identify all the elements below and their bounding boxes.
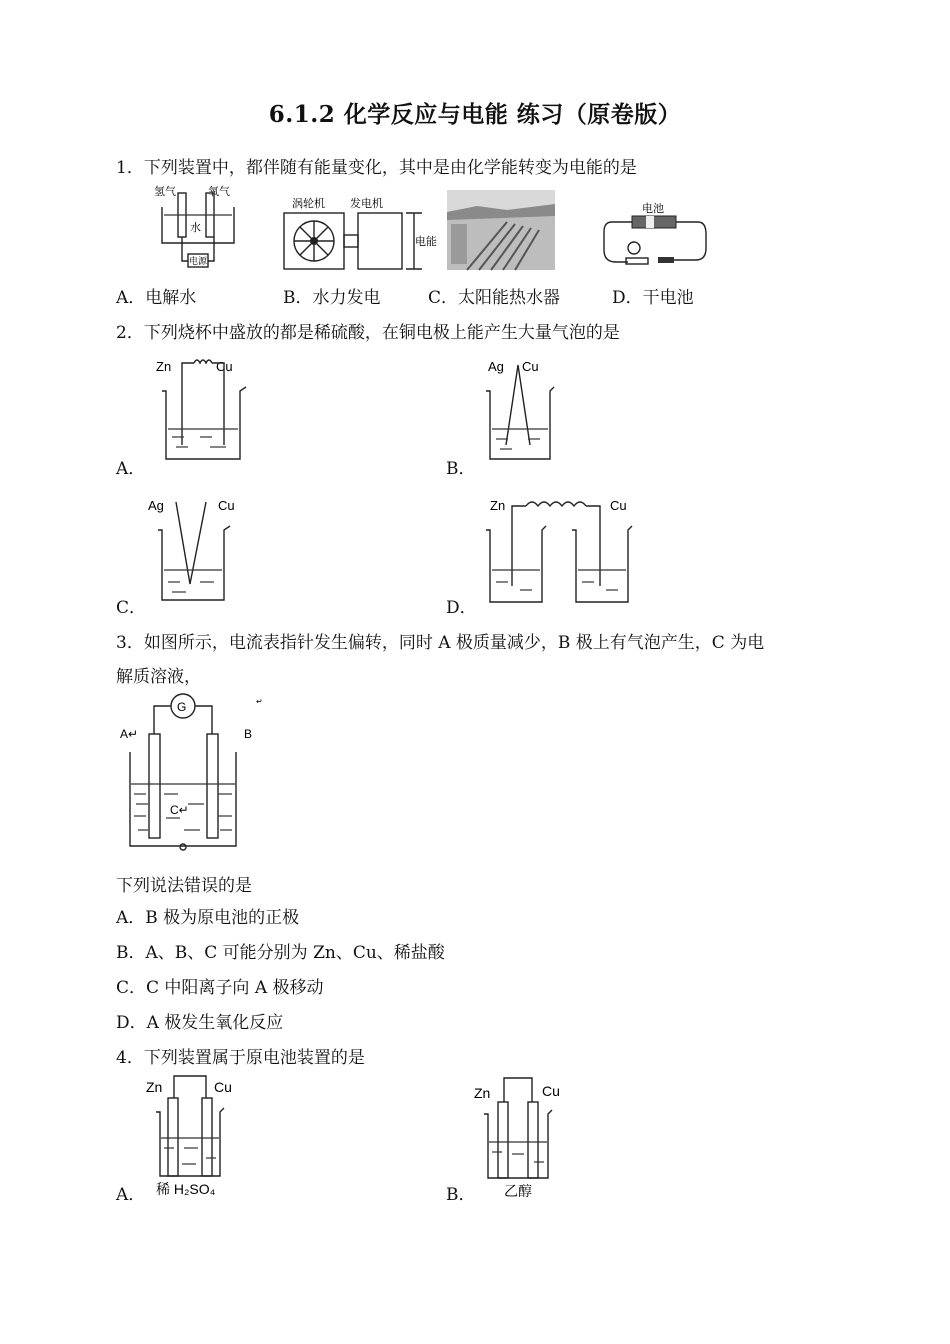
q3-option-c: C．C 中阳离子向 A 极移动 bbox=[116, 978, 324, 998]
q4b-solution-label: 乙醇 bbox=[504, 1183, 532, 1199]
q3-electrolyte-label: C↵ bbox=[170, 803, 189, 817]
q3-stem-line1: 3．如图所示，电流表指针发生偏转，同时 A 极质量减少，B 极上有气泡产生，C 为电 bbox=[116, 633, 765, 653]
q1-fig-a-electrolysis bbox=[148, 183, 248, 273]
fig-a-o2-label: 氧气 bbox=[208, 186, 230, 198]
q4b-cu-label: Cu bbox=[542, 1083, 560, 1099]
q4-fig-b-beaker bbox=[472, 1072, 572, 1200]
q2-fig-c-beaker bbox=[146, 494, 246, 604]
q2b-cu-label: Cu bbox=[522, 359, 539, 374]
page-title: 6.1.2 化学反应与电能 练习（原卷版） bbox=[268, 101, 682, 128]
q3-option-d: D．A 极发生氧化反应 bbox=[116, 1013, 284, 1033]
q4b-zn-label: Zn bbox=[474, 1085, 491, 1101]
q2a-zn-label: Zn bbox=[156, 359, 172, 374]
q2-label-c: C． bbox=[116, 598, 147, 618]
fig-a-water-label: 水 bbox=[190, 222, 201, 234]
fig-b-generator-label: 发电机 bbox=[350, 198, 383, 210]
q2-label-b: B． bbox=[446, 459, 476, 479]
q4a-zn-label: Zn bbox=[146, 1079, 163, 1095]
q4a-solution-label: 稀 H₂SO₄ bbox=[156, 1181, 216, 1197]
q4-label-b: B． bbox=[446, 1185, 476, 1205]
q1-option-b: B．水力发电 bbox=[283, 288, 381, 308]
q2-fig-d-two-beakers bbox=[482, 494, 642, 606]
q3-electrode-b-label: B bbox=[244, 727, 253, 741]
q2a-cu-label: Cu bbox=[216, 359, 233, 374]
q3-option-a: A．B 极为原电池的正极 bbox=[116, 908, 300, 928]
q2-label-a: A． bbox=[116, 459, 146, 479]
q1-fig-b-hydro bbox=[282, 197, 442, 273]
q2-stem: 2．下列烧杯中盛放的都是稀硫酸，在铜电极上能产生大量气泡的是 bbox=[116, 323, 620, 343]
q1-option-c: C．太阳能热水器 bbox=[428, 288, 561, 308]
q2-fig-b-beaker bbox=[482, 355, 562, 465]
q2d-cu-label: Cu bbox=[610, 498, 627, 513]
q2-label-d: D． bbox=[446, 598, 477, 618]
fig-b-energy-label: 电能 bbox=[415, 236, 437, 248]
q2c-ag-label: Ag bbox=[148, 498, 164, 513]
q3-electrode-a-label: A↵ bbox=[120, 727, 139, 741]
svg-text:↵: ↵ bbox=[256, 697, 263, 706]
q4a-cu-label: Cu bbox=[214, 1079, 232, 1095]
q4-fig-a-beaker bbox=[144, 1072, 254, 1200]
q3-galvanometer-label: G bbox=[177, 700, 187, 714]
fig-a-power-label: 电源 bbox=[189, 256, 208, 266]
fig-d-battery-label: 电池 bbox=[642, 203, 664, 215]
fig-a-h2-label: 氢气 bbox=[154, 186, 176, 198]
q4-stem: 4．下列装置属于原电池装置的是 bbox=[116, 1048, 365, 1068]
q1-fig-c-solar-heater bbox=[447, 190, 555, 270]
q1-option-d: D．干电池 bbox=[612, 288, 694, 308]
q2b-ag-label: Ag bbox=[488, 359, 504, 374]
q2-fig-a-beaker bbox=[150, 355, 250, 465]
q4-label-a: A． bbox=[116, 1185, 146, 1205]
q3-fig-galvanic-cell bbox=[118, 690, 268, 852]
fig-b-turbine-label: 涡轮机 bbox=[292, 198, 325, 210]
q1-option-a: A．电解水 bbox=[116, 288, 197, 308]
q1-stem: 1．下列装置中，都伴随有能量变化，其中是由化学能转变为电能的是 bbox=[116, 158, 637, 178]
q3-option-b: B．A、B、C 可能分别为 Zn、Cu、稀盐酸 bbox=[116, 943, 445, 963]
q2d-zn-label: Zn bbox=[490, 498, 506, 513]
q2c-cu-label: Cu bbox=[218, 498, 235, 513]
q1-fig-d-dry-cell bbox=[602, 200, 712, 272]
q3-stem-line2: 解质溶液， bbox=[116, 667, 201, 687]
q3-question: 下列说法错误的是 bbox=[116, 876, 252, 896]
